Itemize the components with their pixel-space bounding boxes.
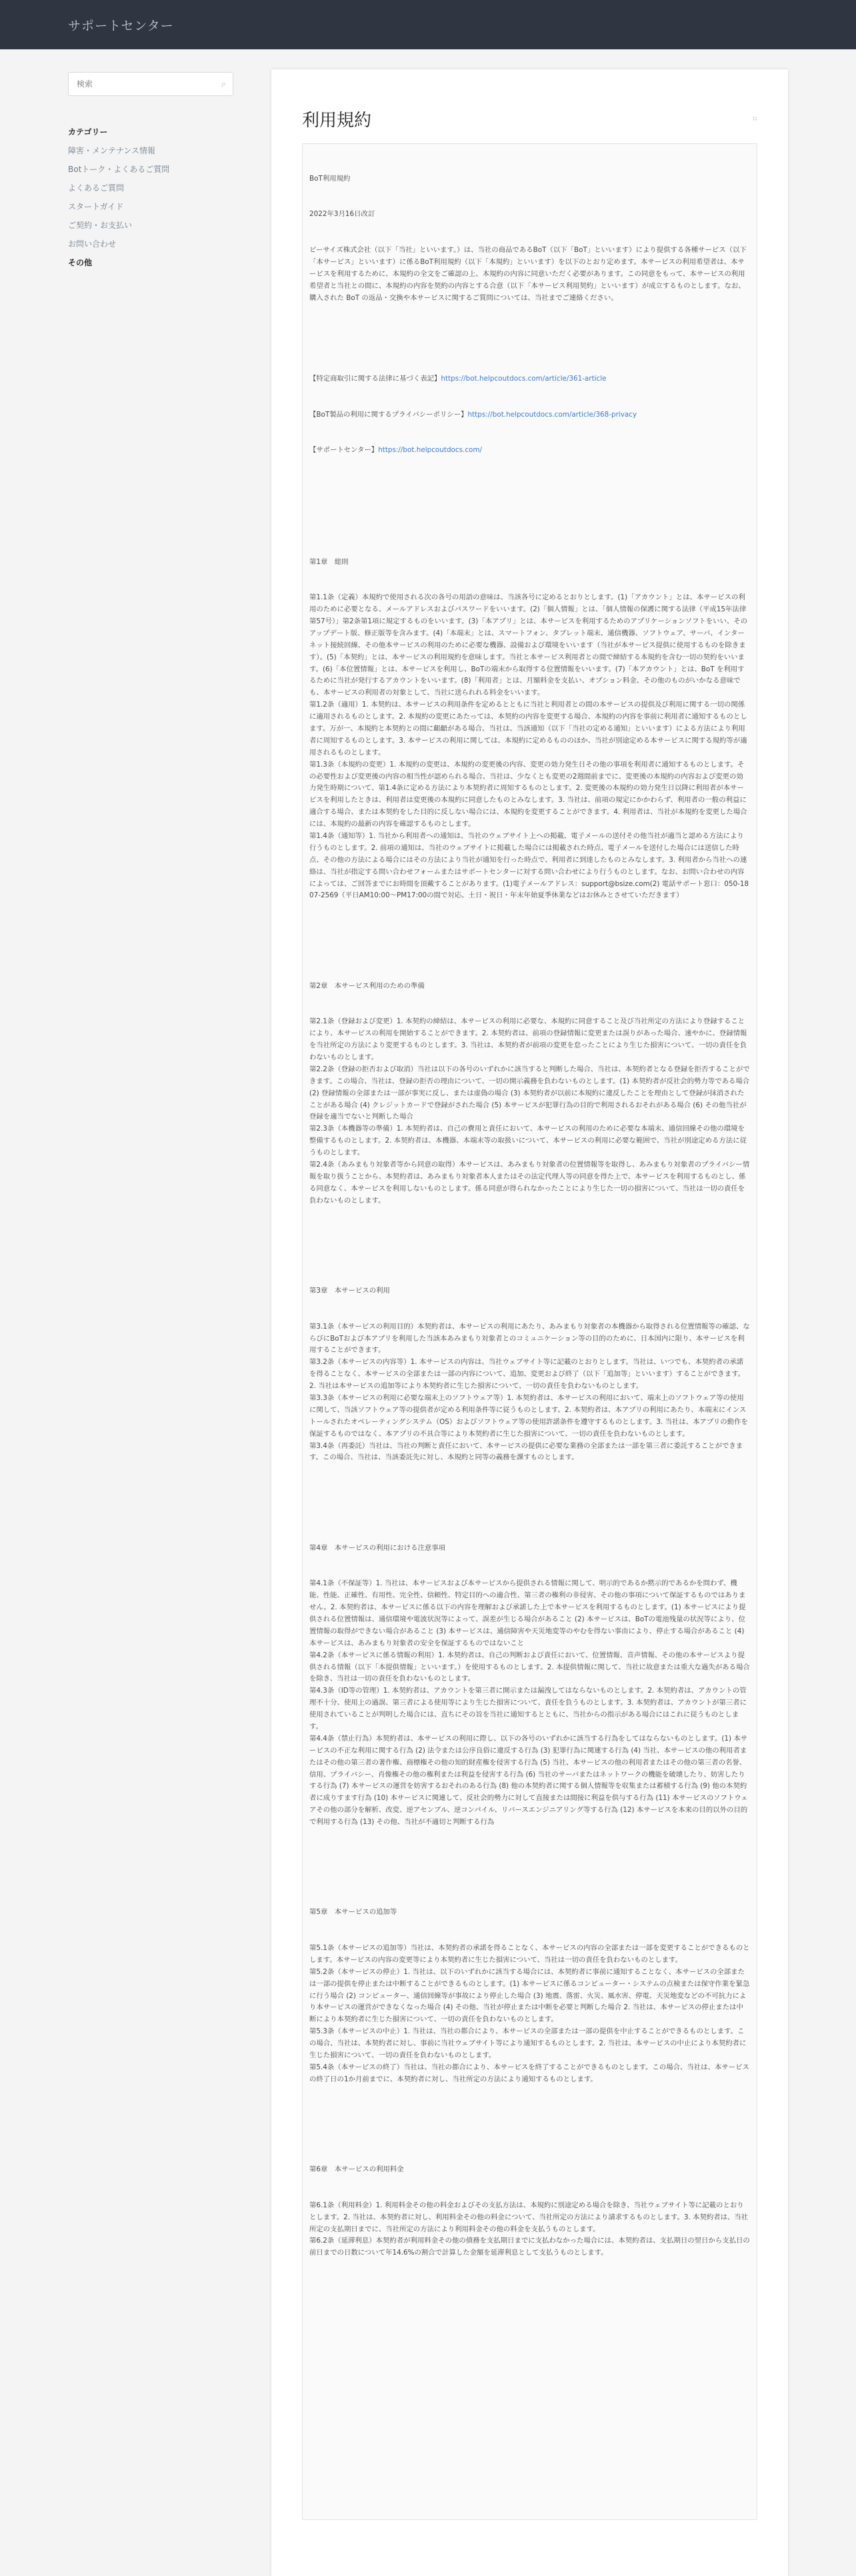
link-icon[interactable]: ⌗ xyxy=(752,114,757,124)
doc-link-url[interactable]: https://bot.helpcoutdocs.com/article/361-article xyxy=(441,375,607,383)
top-bar xyxy=(0,0,856,49)
search-input[interactable] xyxy=(75,79,211,89)
article-card xyxy=(271,69,788,2576)
doc-section xyxy=(309,1261,750,1488)
section-body: 第5.1条（本サービスの追加等）当社は、本契約者の承諾を得ることなく、本サービスの内容の全部または一部を変更することができるものとします。本サービスの内容の変更等により本契約者に生じた損害について、当社は一切の責任を負わないものとします。 第5.2条（本サービスの停止）1. 当社は、以下のいずれかに該当する場合には、本契約者に事前に通知することなく、本サービスの全部または一部の提供を停止または中断することができるものとします。(1) 本サービスに係るコンピューター・システムの点検または保守作業を緊急に行う場合 (2) コンピューター、通信回線等が事故により停止した場合 (3) 地震、落雷、火災、風水害、停電、天災地変などの不可抗力により本サービスの運営ができなくなった場合 (4) その他、当社が停止または中断を必要と判断した場合 2. 当社は、本サービスの停止または中断により本契約者に生じた損害について、一切の責任を負わないものとします。 第5.3条（本サービスの中止）1. 当社は、当社の都合により、本サービスの全部または一部の提供を中止することができるものとします。この場合、当社は、本契約者に対し、事前に当社ウェブサイト等により通知するものとします。2. 当社は、本サービスの中止により本契約者に生じた損害について、一切の責任を負わないものとします。 第5.4条（本サービスの終了）当社は、当社の都合により、本サービスを終了することができるものとします。この場合、当社は、本サービスの終了日の1か月前までに、本契約者に対し、当社所定の方法により通知するものとします。 xyxy=(309,1944,750,2083)
doc-section xyxy=(309,2140,750,2283)
section-heading: 第1章 総則 xyxy=(309,557,349,566)
doc-section xyxy=(309,533,750,926)
search-box[interactable] xyxy=(68,72,233,96)
doc-link-row xyxy=(309,445,750,457)
spacer xyxy=(309,481,750,490)
sidebar-item-other[interactable]: その他 xyxy=(68,258,93,267)
doc-link-url[interactable]: https://bot.helpcoutdocs.com/article/368-privacy xyxy=(467,410,637,419)
doc-intro: ビーサイズ株式会社（以下「当社」といいます。）は、当社の商品であるBoT（以下「BoT」といいます）により提供する各種サービス（以下「本サービス」といいます）に係るBoT利用規約（以下「本規約」といいます）を以下のとおり定めます。本サービスの利用希望者は、本サービスを利用するために、本規約の全文をご確認の上、本規約の内容に同意いただく必要があります。この同意をもって、本サービスの利用希望者と当社との間に、本規約の内容を契約の内容とする合意（以下「本サービス利用契約」といいます）が成立するものとします。なお、購入された BoT の返品・交換や本サービスに関するご質問については、当社までご連絡ください。 xyxy=(309,246,747,302)
doc-section xyxy=(309,1883,750,2110)
sidebar-item-start-guide[interactable]: スタートガイド xyxy=(68,202,124,211)
doc-section xyxy=(309,957,750,1231)
sidebar-heading-categories: カテゴリー xyxy=(68,127,108,137)
sidebar xyxy=(68,72,233,272)
site-title[interactable]: サポートセンター xyxy=(68,18,174,33)
sidebar-item-contract-payment[interactable]: ご契約・お支払い xyxy=(68,221,133,230)
page-layout xyxy=(0,49,856,2568)
doc-section xyxy=(309,1519,750,1853)
sidebar-item-faq[interactable]: よくあるご質問 xyxy=(68,183,125,193)
section-heading: 第4章 本サービスの利用における注意事項 xyxy=(309,1543,446,1552)
section-heading: 第2章 本サービス利用のための準備 xyxy=(309,981,425,990)
section-heading: 第3章 本サービスの利用 xyxy=(309,1286,390,1295)
search-icon[interactable]: ⌕ xyxy=(221,79,226,89)
page-title: 利用規約 xyxy=(302,111,372,131)
sidebar-item-outage-maintenance[interactable]: 障害・メンテナンス情報 xyxy=(68,146,156,155)
doc-link-label: 【特定商取引に関する法律に基づく表記】 xyxy=(309,375,441,383)
section-body: 第2.1条（登録および変更）1. 本契約の締結は、本サービスの利用に必要な、本規約に同意すること及び当社所定の方法により登録することにより、本サービスの利用を開始することができます。2. 本契約者は、前項の登録情報に変更または誤りがあった場合、速やかに、登録情報を当社所定の方法により変更するものとします。3. 当社は、本契約者が前項の変更を怠ったことにより生じた損害について、一切の責任を負わないものとします。 第2.2条（登録の拒否および取消）当社は以下の各号のいずれかに該当すると判断した場合、当社は、本契約者となる登録を拒否することができます。この場合、当社は、登録の拒否の理由について、一切の開示義務を負わないものとします。(1) 本契約者が反社会的勢力等である場合 (2) 登録情報の全部または一部が事実に反し、または虚偽の場合 (3) 本契約者が以前に本規約に違反したことを理由として登録が抹消されたことがある場合 (4) クレジットカードで登録がされた場合 (5) 本サービスが犯罪行為の目的で利用されるおそれがある場合 (6) その他当社が登録を適当でないと判断した場合 第2.3条（本機器等の準備）1. 本契約者は、自己の費用と責任において、本サービスの利用のために必要な本端末、通信回線その他の環境を整備するものとします。2. 本契約者は、本機器、本端末等の取扱いについて、本サービスの利用に必要な範囲で、当社が別途定める方法に従うものとします。 第2.4条（あみまもり対象者等から同意の取得）本サービスは、あみまもり対象者の位置情報等を取得し、あみまもり対象者のプライバシー情報を取り扱うことから、本契約者は、あみまもり対象者本人またはその法定代理人等の同意を得た上で、本サービスを利用するものとし、係る同意なく、本サービスを利用しないものとします。係る同意が得られなかったことにより生じた一切の損害について、当社は一切の責任を負わないものとします。 xyxy=(309,1017,750,1205)
doc-link-label: 【サポートセンター】 xyxy=(309,446,379,455)
sidebar-item-bot-talk-faq[interactable]: Botトーク・よくあるご質問 xyxy=(68,165,170,174)
section-body: 第6.1条（利用料金）1. 利用料金その他の料金およびその支払方法は、本規約に別途定める場合を除き、当社ウェブサイト等に記載のとおりとします。2. 当社は、本契約者に対し、利用料金その他の料金について、当社所定の方法により請求するものとします。3. 本契約者は、当社所定の支払期日までに、当社所定の方法により利用料金その他の料金を支払うものとします。 第6.2条（延滞利息）本契約者が利用料金その他の債務を支払期日までに支払わなかった場合には、本契約者は、支払期日の翌日から支払日の前日までの日数について年14.6%の割合で計算した金額を延滞利息として支払うものとします。 xyxy=(309,2201,750,2257)
doc-link-url[interactable]: https://bot.helpcoutdocs.com/ xyxy=(378,446,483,455)
section-body: 第3.1条（本サービスの利用目的）本契約者は、本サービスの利用にあたり、あみまもり対象者の本機器から取得される位置情報等の確認、ならびにBoTおよび本アプリを利用した当該本あみまもり対象者とのコミュニケーション等の目的のために、日本国内に限り、本サービスを利用することができます。 第3.2条（本サービスの内容等）1. 本サービスの内容は、当社ウェブサイト等に記載のとおりとします。当社は、いつでも、本契約者の承諾を得ることなく、本サービスの全部または一部の内容について、追加、変更および終了（以下「追加等」といいます）することができます。2. 当社は本サービスの追加等により本契約者に生じた損害について、一切の責任を負わないものとします。 第3.3条（本サービスの利用に必要な端末上のソフトウェア等）1. 本契約者は、本サービスの利用において、端末上のソフトウェア等の使用に関して、当該ソフトウェア等の提供者が定める利用条件等に従うものとします。2. 本契約者は、本アプリの利用にあたり、本端末にインストールされたオペレーティングシステム（OS）およびソフトウェア等の使用許諾条件を遵守するものとします。3. 当社は、本アプリの動作を保証するものではなく、本アプリの不具合等により本契約者に生じた損害について、一切の責任を負わないものとします。 第3.4条（再委託）当社は、当社の判断と責任において、本サービスの提供に必要な業務の全部または一部を第三者に委託することができます。この場合、当社は、当該委託先に対し、本規約と同等の義務を課すものとします。 xyxy=(309,1322,750,1462)
section-body: 第1.1条（定義）本規約で使用される次の各号の用語の意味は、当該各号に定めるとおりとします。(1)「アカウント」とは、本サービスの利用のために必要となる、メールアドレスおよびパスワードをいいます。(2)「個人情報」とは、「個人情報の保護に関する法律（平成15年法律第57号）」第2条第1項に規定するものをいいます。(3)「本アプリ」とは、本サービスを利用するためのアプリケーションソフトをいい、その アップデート版、修正版等を含みます。(4)「本端末」とは、スマートフォン、タブレット端末、通信機器、ソフトウェア、サーバ、インターネット接続回線、その他本サービスの利用のために必要な機器、設備および環境をいいます（当社が本サービス提供に使用するものを除きます）。(5)「本契約」とは、本サービスの利用規約を意味します。当社と本サービス利用者との間で締結する本規約を含む一切の契約をいいます。(6)「本位置情報」とは、本サービスを利用し、BoTの端末から取得する位置情報をいいます。(7)「本アカウント」とは、BoT を利用するために当社が発行するアカウントをいいます。(8)「利用者」とは、月額料金を支払い、オプション料金、その他のものがいかなる意味でも、本サービスの利用者の対象として、当社に送られれる料金をいいます。 第1.2条（適用）1. 本契約は、本サービスの利用条件を定めるとともに当社と利用者との間の本サービスの提供及び利用に関する一切の関係に適用されるものとします。2. 本規約の変更にあたっては、本契約の内容を変更する場合、本規約の内容を事前に利用者に通知するものとします。万が一、本規約と本契約との間に齟齬がある場合、当社は、当該通知（以下「当社の定める通知」といいます）による方法により利用者に周知するものとします。3. 本サービスの利用に関しては、本規約に定めるもののほか、当社が別途定める本サービスに関する規約等が適用されるものとします。 第1.3条（本規約の変更）1. 本規約の変更は、本規約の変更後の内容、変更の効力発生日その他の事項を利用者に通知するものとします。その必要性および変更後の内容の相当性が認められる場合、当社は、少なくとも変更の2週間前までに、変更後の本規約の内容および変更の効力発生時期について、第1.4条に定める方法により本契約者に周知するものとします。2. 変更後の本規約の効力発生日以降に利用者が本サービスを利用したときは、利用者は変更後の本規約に同意したものとみなします。3. 当社は、前項の規定にかかわらず、利用者の一般の利益に適合する場合、または本契約をした目的に反しない場合には、本規約を変更することができます。4. 利用者は、当社が本規約を変更した場合には、本規約の最新の内容を確認するものとします。 第1.4条（通知等）1. 当社から利用者への通知は、当社のウェブサイト上への掲載、電子メールの送付その他当社が適当と認める方法により行うものとします。2. 前項の通知は、当社のウェブサイトに掲載した場合には掲載された時点、電子メールを送付した場合には送信した時点、その他の方法による場合にはその方法により当社が通知を行った時点で、利用者に到達したものとみなします。3. 利用者から当社への連絡は、当社が指定する問い合わせフォームまたはサポートセンターに対する問い合わせにより行うものとします。なお、お問い合わせの内容によっては、ご回答までにお時間を頂戴することがあります。(1)電子メールアドレス：support@bsize.com(2) 電話サポート窓口：050-1807-2569（平日AM10:00〜PM17:00の間で対応。土日・祝日・年末年始夏季休業などはお休みとさせていただきます） xyxy=(309,593,749,900)
doc-link-row xyxy=(309,373,750,385)
doc-title: BoT利用規約 xyxy=(309,174,351,183)
doc-link-row xyxy=(309,409,750,421)
section-heading: 第6章 本サービスの利用料金 xyxy=(309,2165,404,2174)
section-heading: 第5章 本サービスの追加等 xyxy=(309,1908,397,1917)
doc-link-label: 【BoT製品の利用に関するプライバシーポリシー】 xyxy=(309,410,468,419)
title-row xyxy=(302,107,757,131)
sidebar-item-contact[interactable]: お問い合わせ xyxy=(68,239,117,249)
terms-document xyxy=(302,143,757,2520)
section-body: 第4.1条（不保証等）1. 当社は、本サービスおよび本サービスから提供される情報に関して、明示的であるか黙示的であるかを問わず、機能、性能、正確性、有用性、完全性、信頼性、特定目的への適合性、第三者の権利の非侵害、その他の事項について保証するものではありません。2. 本契約者は、本サービスに係る以下の内容を理解および承諾した上で本サービスを利用するものとします。(1) 本サービスにより提供される位置情報は、通信環境や電波状況等によって、誤差が生じる場合があること (2) 本サービスは、BoTの電池残量の状況等により、位置情報の取得ができない場合があること (3) 本サービスは、通信障害や天災地変等のやむを得ない事由により、停止する場合があること (4) 本サービスは、あみまもり対象者の安全を保証するものではないこと 第4.2条（本サービスに係る情報の利用）1. 本契約者は、自己の判断および責任において、位置情報、音声情報、その他の本サービスより提供される情報（以下「本提供情報」といいます。）を使用するものとします。2. 本提供情報に関して、当社に故意または重大な過失がある場合を除き、当社は一切の責任を負わないものとします。 第4.3条（ID等の管理）1. 本契約者は、アカウントを第三者に開示または漏洩してはならないものとします。2. 本契約者は、アカウントの管理不十分、使用上の過誤、第三者による使用等により生じた損害について、責任を負うものとします。3. 本契約者は、アカウントが第三者に使用されていることが判明した場合には、直ちにその旨を当社に通知するとともに、当社からの指示がある場合にはこれに従うものとします。 第4.4条（禁止行為）本契約者は、本サービスの利用に際し、以下の各号のいずれかに該当する行為をしてはならないものとします。(1) 本サービスの不正な利用に関する行為 (2) 法令または公序良俗に違反する行為 (3) 犯罪行為に関連する行為 (4) 当社、本サービスの他の利用者またはその他の第三者の著作権、商標権その他の知的財産権を侵害する行為 (5) 当社、本サービスの他の利用者またはその他の第三者の名誉、信用、プライバシー、肖像権その他の権利または利益を侵害する行為 (6) 当社のサーバまたはネットワークの機能を破壊したり、妨害したりする行為 (7) 本サービスの運営を妨害するおそれのある行為 (8) 他の本契約者に関する個人情報等を収集または蓄積する行為 (9) 他の本契約者に成りすます行為 (10) 本サービスに関連して、反社会的勢力に対して直接または間接に利益を供与する行為 (11) 本サービスのソフトウェアその他の部分を解析、改変、逆アセンブル、逆コンパイル、リバースエンジニアリング等する行為 (12) 本サービスを本来の目的以外の目的で利用する行為 (13) その他、当社が不適切と判断する行為 xyxy=(309,1579,750,1827)
sidebar-nav xyxy=(68,123,233,272)
doc-revision-date: 2022年3月16日改訂 xyxy=(309,210,375,219)
spacer xyxy=(309,328,750,337)
